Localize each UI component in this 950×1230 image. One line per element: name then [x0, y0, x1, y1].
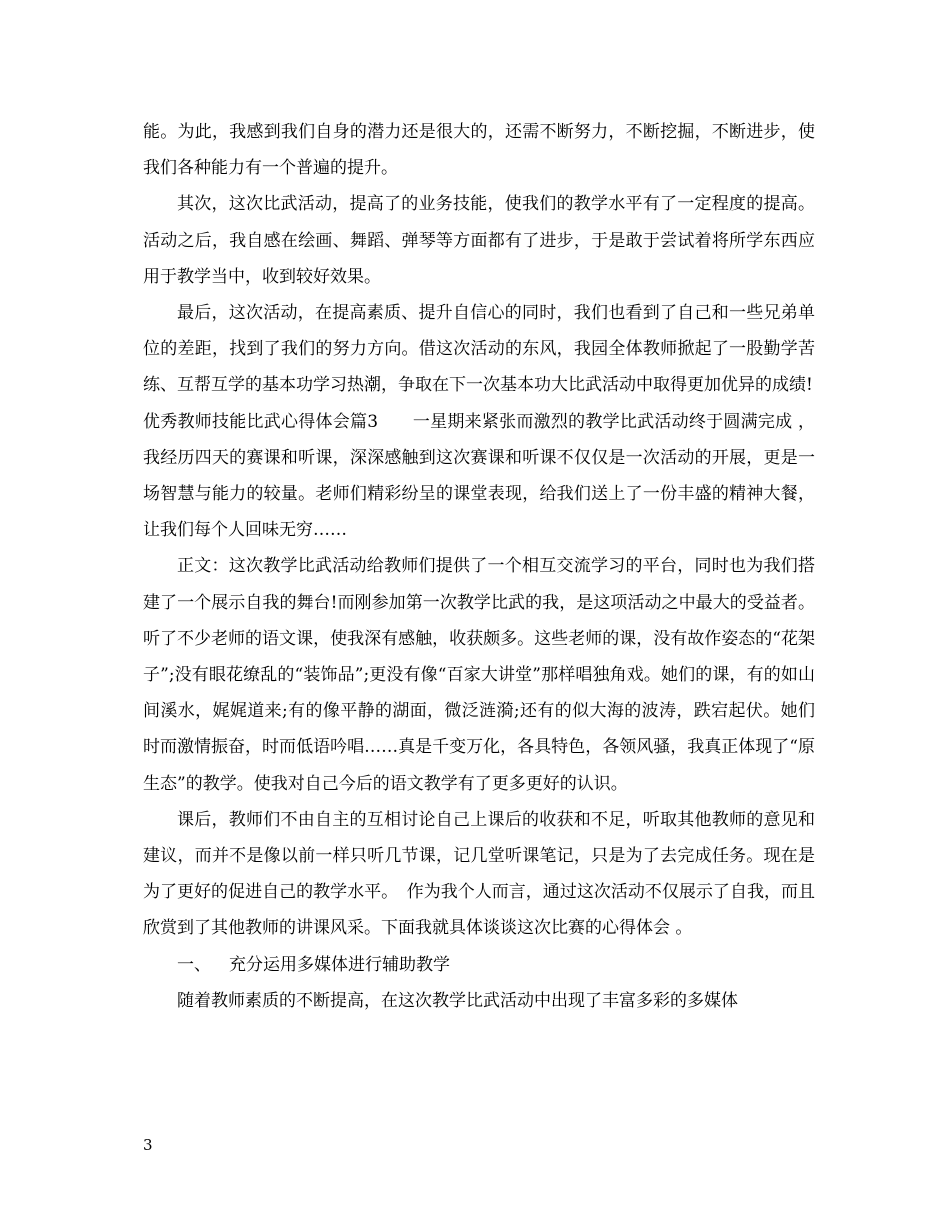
section-title-paragraph: 优秀教师技能比武心得体会篇3 一星期来紧张而激烈的教学比武活动终于圆满完成 ，我经历四天的赛课和听课，深深感触到这次赛课和听课不仅仅是一次活动的开展，更是一场智慧与能力的较量。老师们精彩纷呈的课堂表现，给我们送上了一份丰盛的精神大餐，让我们每个人回味无穷…… [143, 411, 815, 541]
paragraph-second: 其次，这次比武活动，提高了的业务技能，使我们的教学水平有了一定程度的提高。活动之后，我自感在绘画、舞蹈、弹琴等方面都有了进步，于是敢于尝试着将所学东西应用于教学当中，收到较好效果。 [143, 194, 815, 287]
paragraph-multimedia: 随着教师素质的不断提高，在这次教学比武活动中出现了丰富多彩的多媒体 [177, 990, 738, 1011]
list-heading-number: 一、 [177, 954, 211, 975]
page-number: 3 [143, 1136, 153, 1154]
paragraph-main-text: 正文：这次教学比武活动给教师们提供了一个相互交流学习的平台，同时也为我们搭建了一个展示自我的舞台!而刚参加第一次教学比武的我，是这项活动之中最大的受益者。听了不少老师的语文课，使我深有感触，收获颇多。这些老师的课，没有故作姿态的“花架子”;没有眼花缭乱的“装饰品”;更没有像“百家大讲堂”那样唱独角戏。她们的课，有的如山间溪水，娓娓道来;有的像平静的湖面，微泛涟漪;还有的似大海的波涛，跌宕起伏。她们时而激情振奋，时而低语吟唱……真是千变万化，各具特色，各领风骚，我真正体现了“原生态”的教学。使我对自己今后的语文教学有了更多更好的认识。 [143, 556, 815, 794]
list-heading-text: 充分运用多媒体进行辅助教学 [229, 954, 450, 975]
list-heading [143, 947, 815, 983]
paragraph-continuation: 能。为此，我感到我们自身的潜力还是很大的，还需不断努力，不断挖掘，不断进步，使我们各种能力有一个普遍的提升。 [143, 122, 815, 179]
paragraph-finally: 最后，这次活动，在提高素质、提升自信心的同时，我们也看到了自己和一些兄弟单位的差距，找到了我们的努力方向。借这次活动的东风，我园全体教师掀起了一股勤学苦练、互帮互学的基本功学习热潮，争取在下一次基本功大比武活动中取得更加优异的成绩! [143, 303, 815, 396]
document-body [143, 114, 815, 1019]
paragraph-after-class: 课后，教师们不由自主的互相讨论自己上课后的收获和不足，听取其他教师的意见和建议，而并不是像以前一样只听几节课，记几堂听课笔记，只是为了去完成任务。现在是为了更好的促进自己的教学水平。 作为我个人而言，通过这次活动不仅展示了自我，而且欣赏到了其他教师的讲课风采。下面我就具体谈谈这次比赛的心得体会 。 [143, 809, 815, 939]
